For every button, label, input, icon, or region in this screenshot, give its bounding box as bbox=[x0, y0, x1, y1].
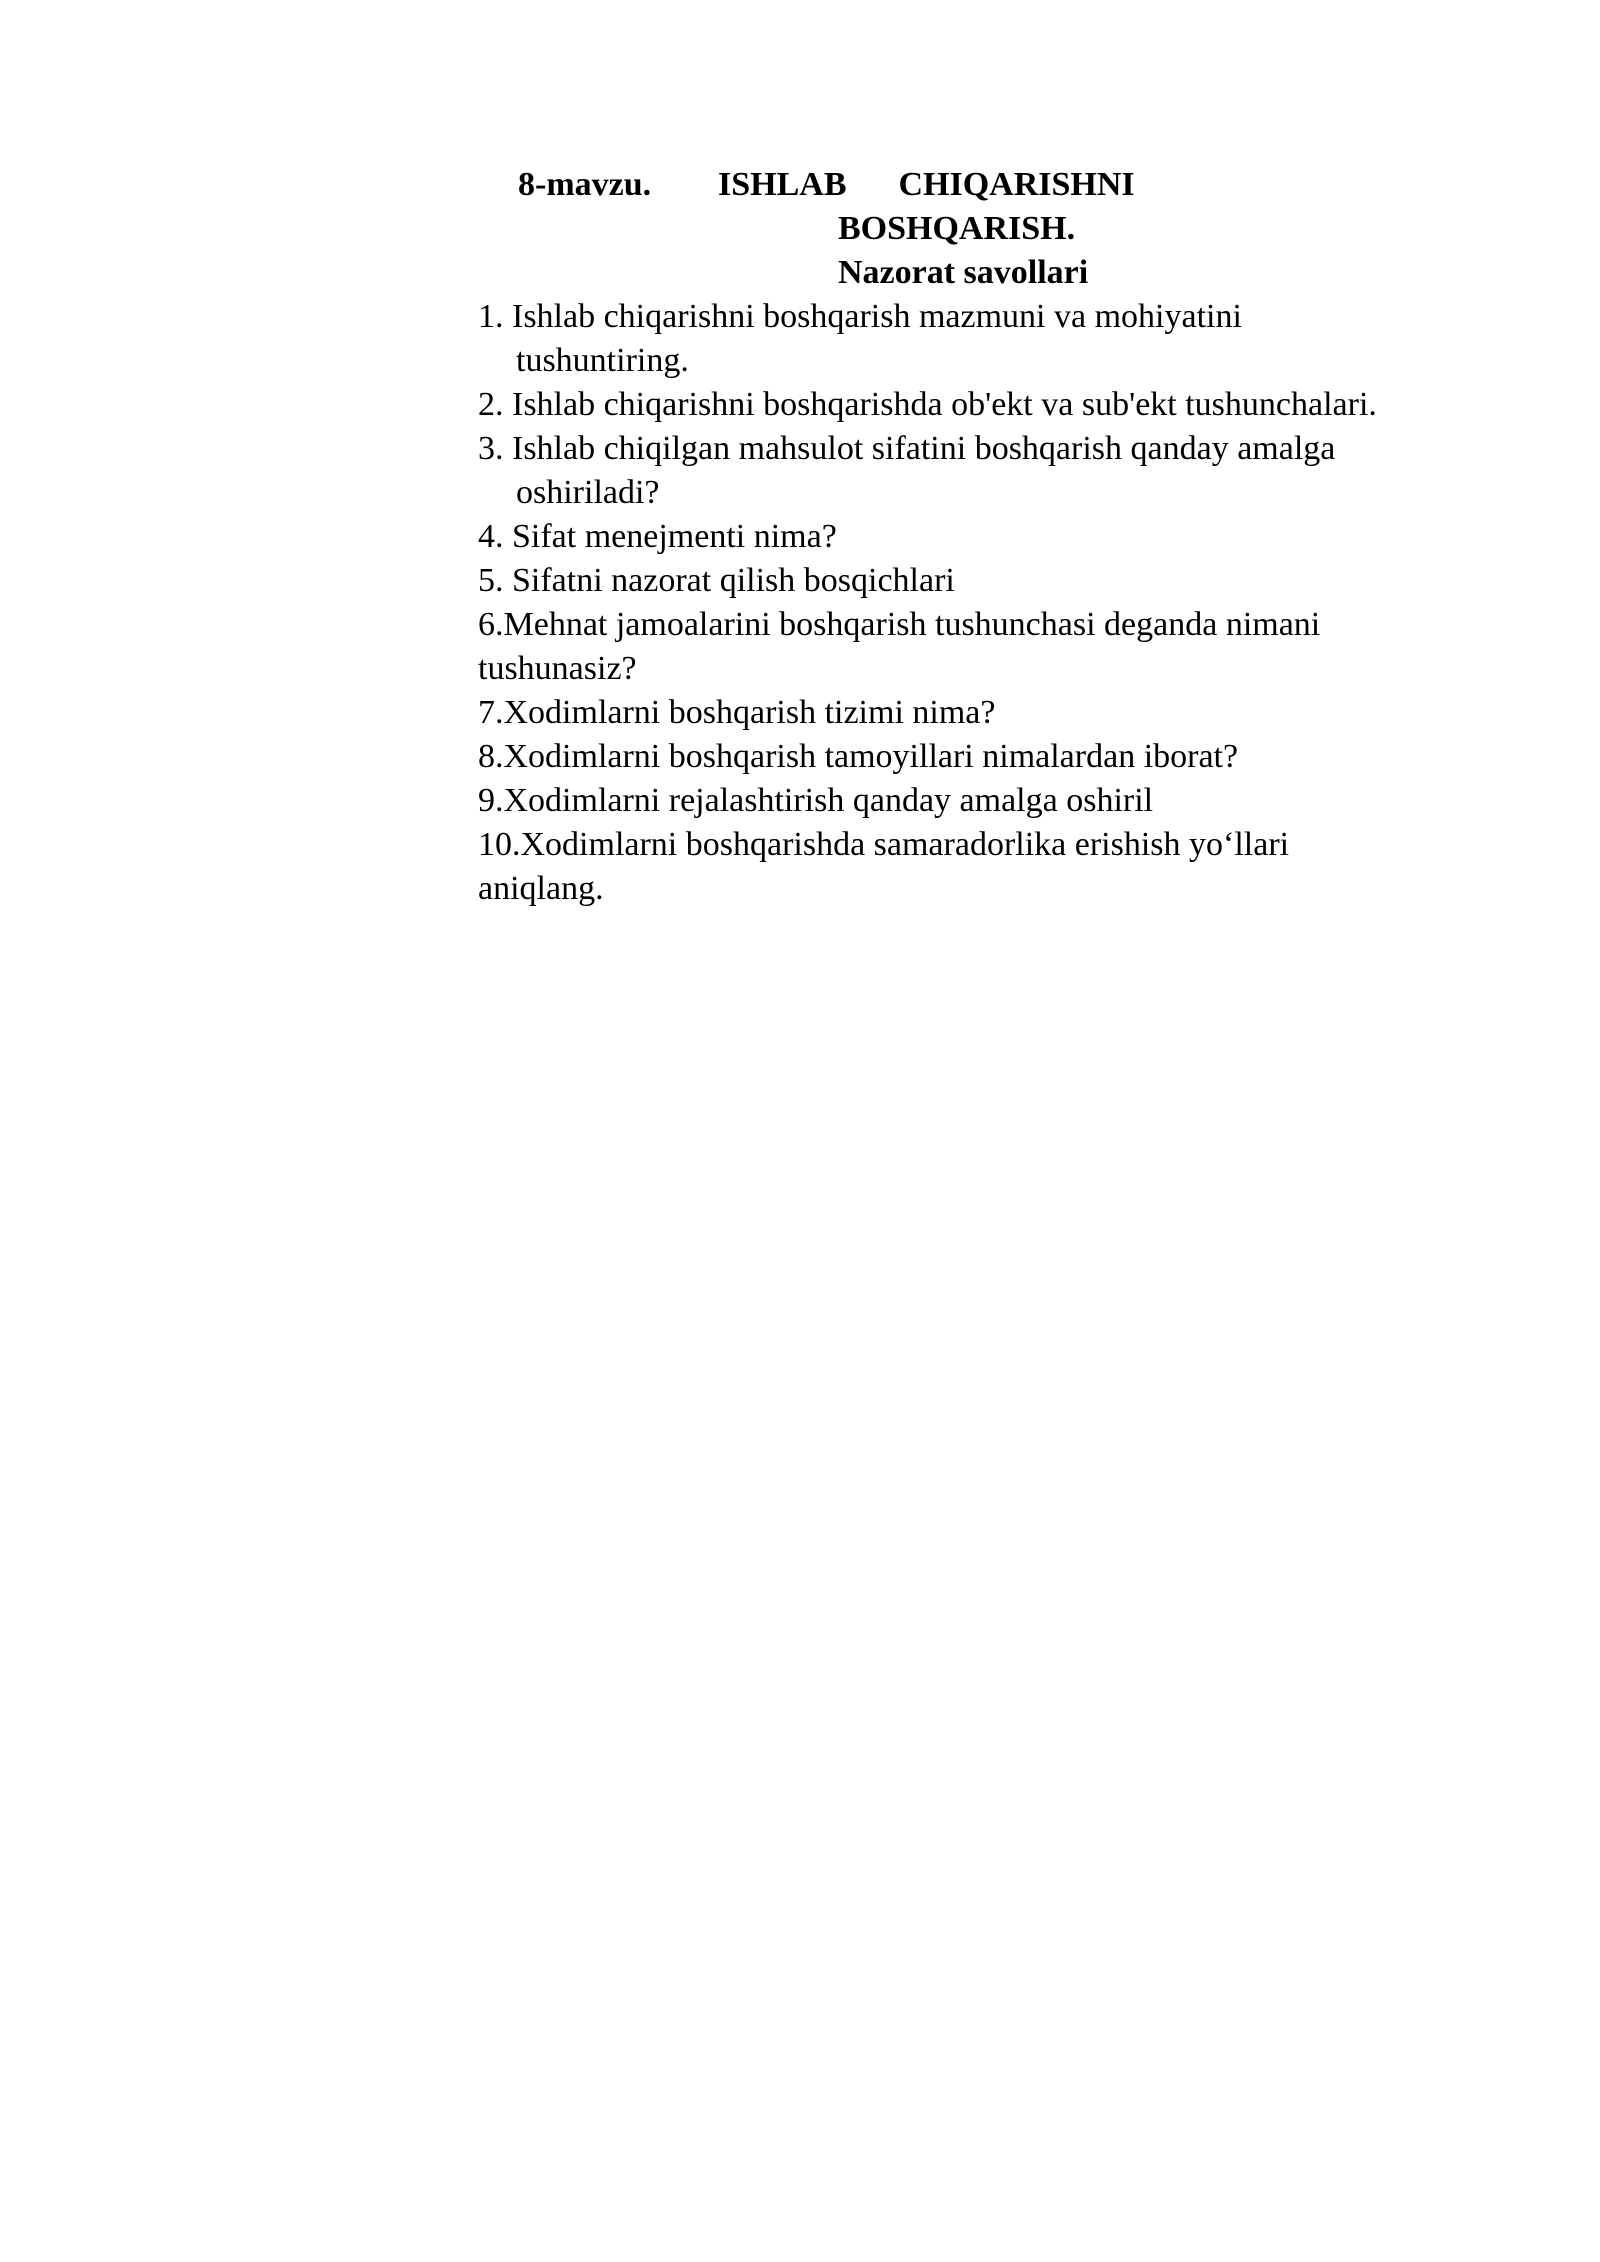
question-number: 9. bbox=[478, 782, 504, 819]
question-number: 10. bbox=[478, 826, 521, 863]
question-7 bbox=[478, 691, 995, 735]
question-1 bbox=[478, 295, 1242, 339]
question-text: Xodimlarni boshqarish tizimi nima? bbox=[503, 694, 996, 731]
question-number: 8. bbox=[478, 738, 504, 775]
question-text: Sifatni nazorat qilish bosqichlari bbox=[512, 562, 955, 599]
question-text: Ishlab chiqarishni boshqarish mazmuni va mohiyatini bbox=[512, 298, 1242, 335]
question-number: 4. bbox=[478, 518, 504, 555]
subtitle: Nazorat savollari bbox=[838, 254, 1089, 291]
question-10-continuation: aniqlang. bbox=[478, 870, 604, 907]
question-8 bbox=[478, 735, 1238, 779]
question-3 bbox=[478, 427, 1335, 471]
question-text: Xodimlarni rejalashtirish qanday amalga oshiril bbox=[503, 782, 1154, 819]
title-line-2: BOSHQARISH. bbox=[838, 210, 1076, 247]
question-number: 3. bbox=[478, 430, 504, 467]
title-word-1: ISHLAB bbox=[718, 166, 847, 203]
question-text: Xodimlarni boshqarishda samaradorlika erishish yo‘llari bbox=[520, 826, 1290, 863]
question-number: 5. bbox=[478, 562, 504, 599]
question-text: Sifat menejmenti nima? bbox=[512, 518, 837, 555]
question-1-continuation: tushuntiring. bbox=[516, 342, 689, 379]
question-number: 2. bbox=[478, 386, 504, 423]
question-5 bbox=[478, 559, 955, 603]
question-9 bbox=[478, 779, 1153, 823]
question-text: Xodimlarni boshqarish tamoyillari nimalardan iborat? bbox=[503, 738, 1239, 775]
question-number: 6. bbox=[478, 606, 504, 643]
question-text: Mehnat jamoalarini boshqarish tushunchasi deganda nimani bbox=[503, 606, 1321, 643]
question-text: Ishlab chiqarishni boshqarishda ob'ekt va sub'ekt tushunchalari. bbox=[512, 386, 1377, 423]
title-word-2: CHIQARISHNI bbox=[898, 166, 1135, 203]
question-number: 7. bbox=[478, 694, 504, 731]
topic-label: 8-mavzu. bbox=[518, 166, 652, 203]
title-line-1 bbox=[718, 163, 1135, 207]
question-2 bbox=[478, 383, 1377, 427]
question-6-continuation: tushunasiz? bbox=[478, 650, 637, 687]
question-number: 1. bbox=[478, 298, 504, 335]
question-6 bbox=[478, 603, 1320, 647]
question-10 bbox=[478, 823, 1289, 867]
question-4 bbox=[478, 515, 837, 559]
question-text: Ishlab chiqilgan mahsulot sifatini boshqarish qanday amalga bbox=[512, 430, 1336, 467]
question-3-continuation: oshiriladi? bbox=[516, 474, 660, 511]
